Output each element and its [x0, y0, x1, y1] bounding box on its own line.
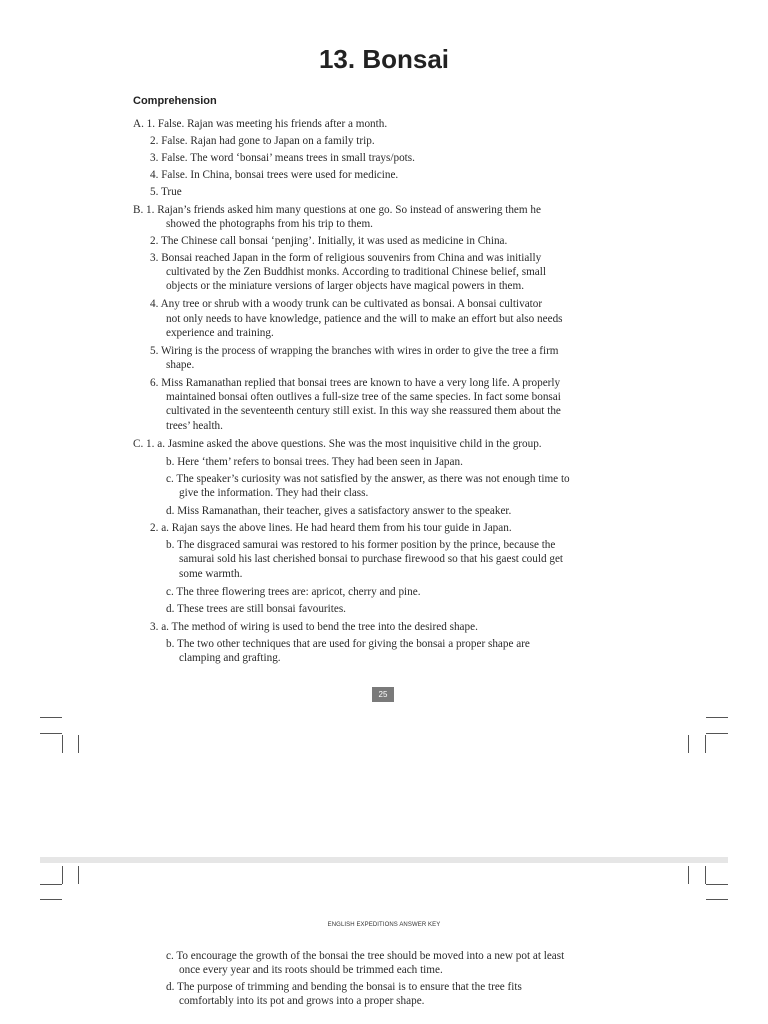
page-number: 25 — [372, 687, 394, 702]
answer-line: 5. True — [150, 186, 182, 198]
answer-line: b. Here ‘them’ refers to bonsai trees. They had been seen in Japan. — [166, 456, 463, 468]
answer-line: not only needs to have knowledge, patience and the will to make an effort but also needs — [166, 313, 563, 325]
answer-line: once every year and its roots should be trimmed each time. — [179, 964, 443, 976]
answer-line: 2. The Chinese call bonsai ‘penjing’. Initially, it was used as medicine in China. — [150, 235, 508, 247]
answer-line: 3. a. The method of wiring is used to bend the tree into the desired shape. — [150, 621, 478, 633]
answer-line: c. To encourage the growth of the bonsai the tree should be moved into a new pot at least — [166, 950, 565, 962]
answer-line: 4. Any tree or shrub with a woody trunk can be cultivated as bonsai. A bonsai cultivator — [150, 298, 543, 310]
crop-mark — [705, 735, 706, 753]
page-title: 13. Bonsai — [318, 44, 450, 74]
answer-line: clamping and grafting. — [179, 652, 281, 664]
answer-line: samurai sold his last cherished bonsai to purchase firewood so that his gaest could get — [179, 553, 564, 565]
crop-mark — [706, 899, 728, 900]
crop-mark — [706, 884, 728, 885]
answer-line: d. The purpose of trimming and bending the bonsai is to ensure that the tree fits — [166, 981, 522, 993]
crop-mark — [706, 717, 728, 718]
answer-line: cultivated in the seventeenth century still exist. In this way she reassured them about the — [166, 405, 561, 417]
answer-line: showed the photographs from his trip to them. — [166, 218, 373, 230]
answer-line: comfortably into its pot and grows into a proper shape. — [179, 995, 425, 1007]
answer-line: trees’ health. — [166, 420, 223, 432]
crop-mark — [688, 866, 689, 884]
answer-line: c. The three flowering trees are: apricot, cherry and pine. — [166, 586, 421, 598]
answer-line: experience and training. — [166, 327, 274, 339]
answer-line: 5. Wiring is the process of wrapping the branches with wires in order to give the tree a firm — [150, 345, 559, 357]
answer-line: 6. Miss Ramanathan replied that bonsai trees are known to have a very long life. A properly — [150, 377, 561, 389]
answer-line: 2. False. Rajan had gone to Japan on a family trip. — [150, 135, 375, 147]
answer-line: give the information. They had their class. — [179, 487, 369, 499]
answer-line: B. 1. Rajan’s friends asked him many questions at one go. So instead of answering them he — [133, 204, 541, 216]
answer-line: d. These trees are still bonsai favourites. — [166, 603, 346, 615]
answer-line: b. The disgraced samurai was restored to his former position by the prince, because the — [166, 539, 556, 551]
answer-line: shape. — [166, 359, 195, 371]
page-divider — [40, 857, 728, 863]
answer-line: A. 1. False. Rajan was meeting his friends after a month. — [133, 118, 388, 130]
answer-line: some warmth. — [179, 568, 243, 580]
answer-line: objects or the miniature versions of larger objects have magical powers in them. — [166, 280, 524, 292]
section-heading: Comprehension — [133, 95, 217, 107]
answer-line: maintained bonsai often outlives a full-size tree of the same species. In fact some bonsai — [166, 391, 561, 403]
answer-line: C. 1. a. Jasmine asked the above questions. She was the most inquisitive child in the group. — [133, 438, 542, 450]
answer-line: 3. Bonsai reached Japan in the form of religious souvenirs from China and was initially — [150, 252, 542, 264]
crop-mark — [40, 899, 62, 900]
crop-mark — [705, 866, 706, 884]
crop-mark — [40, 733, 62, 734]
answer-line: 4. False. In China, bonsai trees were used for medicine. — [150, 169, 399, 181]
answer-line: c. The speaker’s curiosity was not satisfied by the answer, as there was not enough time to — [166, 473, 570, 485]
crop-mark — [40, 884, 62, 885]
crop-mark — [40, 717, 62, 718]
crop-mark — [78, 735, 79, 753]
answer-line: 3. False. The word ‘bonsai’ means trees in small trays/pots. — [150, 152, 415, 164]
answer-line: cultivated by the Zen Buddhist monks. According to traditional Chinese belief, small — [166, 266, 546, 278]
running-footer: ENGLISH EXPEDITIONS ANSWER KEY — [327, 922, 441, 928]
answer-line: 2. a. Rajan says the above lines. He had heard them from his tour guide in Japan. — [150, 522, 512, 534]
crop-mark — [62, 735, 63, 753]
crop-mark — [78, 866, 79, 884]
crop-mark — [706, 733, 728, 734]
answer-line: d. Miss Ramanathan, their teacher, gives a satisfactory answer to the speaker. — [166, 505, 512, 517]
crop-mark — [688, 735, 689, 753]
crop-mark — [62, 866, 63, 884]
answer-line: b. The two other techniques that are used for giving the bonsai a proper shape are — [166, 638, 530, 650]
